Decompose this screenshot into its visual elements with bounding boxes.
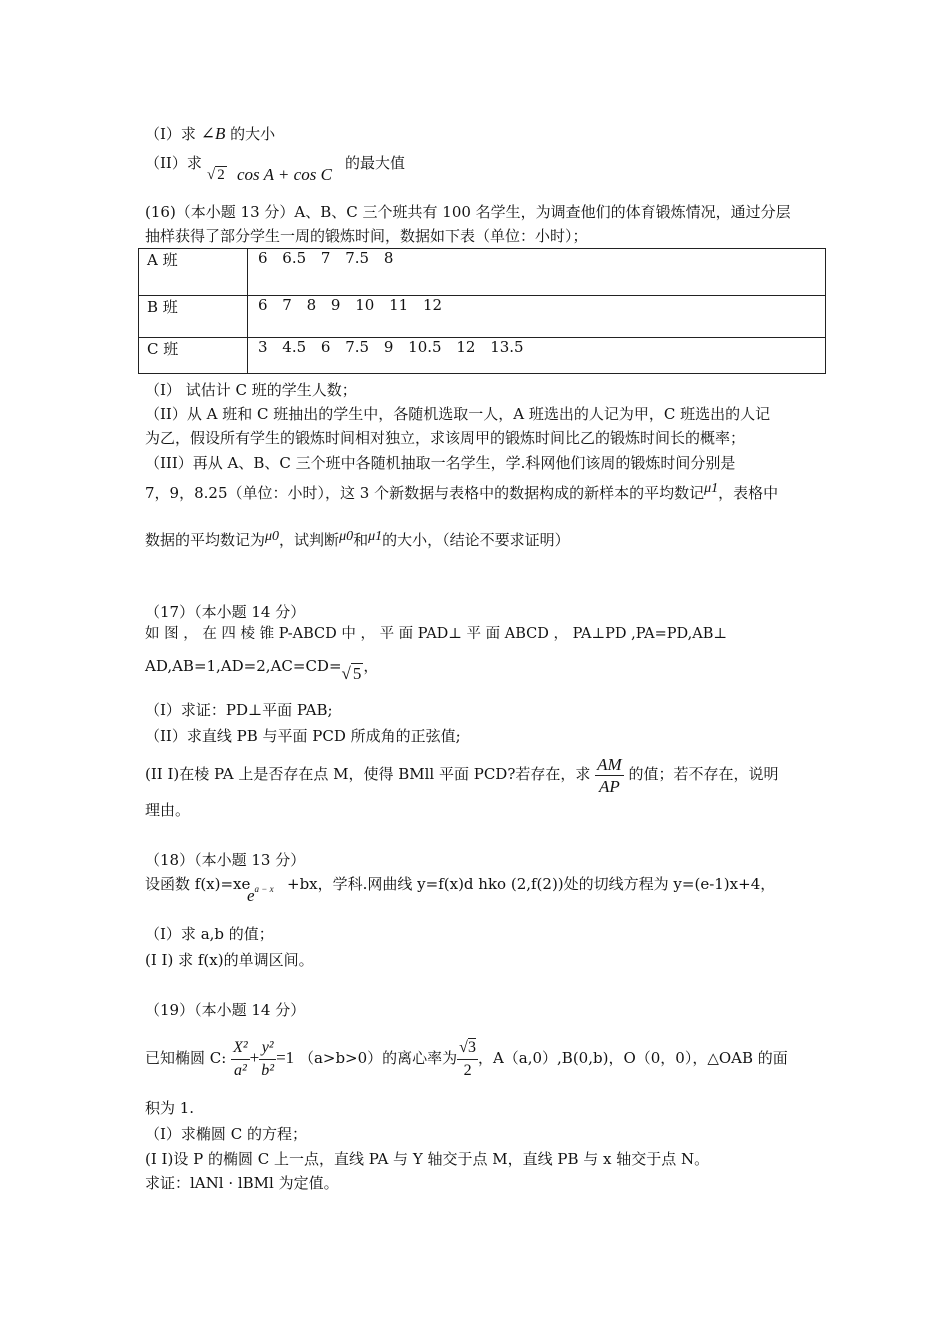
eccentricity-fraction: $\frac{√3}{2}$ <box>459 1038 476 1079</box>
q16-part3-line2: 7，9，8.25（单位：小时），这 3 个新数据与表格中的数据构成的新样本的平均数记μ1，表格中 <box>145 481 779 502</box>
mu0-symbol: μ0 <box>265 529 280 544</box>
exercise-time-table <box>138 248 826 374</box>
values-cell: 6 7 8 9 10 11 12 <box>248 296 826 338</box>
class-cell: A 班 <box>139 249 248 296</box>
mu0-symbol: μ0 <box>339 529 354 544</box>
values-cell: 6 6.5 7 7.5 8 <box>248 249 826 296</box>
q16-part2-line2: 为乙，假设所有学生的锻炼时间相对独立，求该周甲的锻炼时间比乙的锻炼时间长的概率； <box>145 429 746 447</box>
q19-part2: (I I)设 P 的椭圆 C 上一点，直线 PA 与 Y 轴交于点 M，直线 PB 与 x 轴交于点 N。 <box>145 1150 710 1168</box>
q17-part3-line2: 理由。 <box>145 801 191 819</box>
q17-part1: （I）求证：PD⊥平面 PAB; <box>145 701 333 719</box>
table-row <box>139 296 826 338</box>
q17-line2: AD,AB=1,AD=2,AC=CD=√ 5 ， <box>145 657 379 683</box>
q19-title: （19）（本小题 14 分） <box>145 1001 306 1019</box>
q17-part2: （II）求直线 PB 与平面 PCD 所成角的正弦值; <box>145 727 461 745</box>
q16-part3-line3: 数据的平均数记为μ0，试判断μ0和μ1的大小，（结论不要求证明） <box>145 529 570 549</box>
q19-part1: （I）求椭圆 C 的方程； <box>145 1125 307 1143</box>
q18-part1: （I）求 a,b 的值； <box>145 925 274 943</box>
table-row <box>139 338 826 374</box>
q16-intro-line1: (16)（本小题 13 分）A、B、C 三个班共有 100 名学生，为调查他们的体育锻炼情况，通过分层 <box>145 203 791 221</box>
class-cell: C 班 <box>139 338 248 374</box>
table-row <box>139 249 826 296</box>
q17-title: （17）（本小题 14 分） <box>145 603 306 621</box>
q17-line1: 如 图 ， 在 四 棱 锥 P-ABCD 中 ， 平 面 PAD⊥ 平 面 ABCD ， PA⊥PD ,PA=PD,AB⊥ <box>145 626 728 642</box>
q15-part2: （II）求 √ 2 cos A + cos C 的最大值 <box>145 154 406 184</box>
values-cell: 3 4.5 6 7.5 9 10.5 12 13.5 <box>248 338 826 374</box>
q19-line1: 已知椭圆 C: $\frac{\text{X²}}{\text{a²}}$ + $\frac{\text{y²}}{\text{b²}}$ =1 （a>b>0）的离心率为 $\frac{√3}{2}$ ，A（a,0）,B(0,b)，O（0，0），△OAB 的面 <box>145 1030 788 1086</box>
q18-title: （18）（本小题 13 分） <box>145 851 306 869</box>
q16-part2-line1: （II）从 A 班和 C 班抽出的学生中，各随机选取一人，A 班选出的人记为甲，C 班选出的人记 <box>145 405 771 423</box>
cos-expression: cos A + cos C <box>237 165 332 184</box>
q16-part3-line1: （III）再从 A、B、C 三个班中各随机抽取一名学生，学.科网他们该周的锻炼时间分别是 <box>145 454 736 472</box>
q18-part2: (I I) 求 f(x)的单调区间。 <box>145 951 314 969</box>
q19-part3: 求证：lANl · lBMl 为定值。 <box>145 1174 339 1192</box>
q16-intro-line2: 抽样获得了部分学生一周的锻炼时间，数据如下表（单位：小时）； <box>145 227 588 245</box>
mu1-symbol: μ1 <box>368 529 383 544</box>
class-cell: B 班 <box>139 296 248 338</box>
angle-b: ∠B <box>200 124 226 143</box>
y-over-b-fraction: $\frac{\text{y²}}{\text{b²}}$ <box>261 1038 275 1079</box>
am-over-ap-fraction: $\frac{AM}{AP}$ <box>597 754 622 796</box>
q19-line2: 积为 1. <box>145 1099 195 1117</box>
q18-line1: 设函数 f(x)=xe $e^{a - x}$ +bx，学科.网曲线 y=f(x)d hko (2,f(2))处的切线方程为 y=(e-1)x+4， <box>145 874 250 908</box>
mu1-symbol: μ1 <box>704 481 719 496</box>
exponential-term: $e^{a - x}$ <box>247 884 274 905</box>
x-over-a-fraction: $\frac{\text{X²}}{\text{a²}}$ <box>233 1038 248 1079</box>
q15-part1: （I）求 ∠B 的大小 <box>145 124 276 143</box>
sqrt-5: √ 5 <box>341 664 362 683</box>
q16-part1: （I） 试估计 C 班的学生人数； <box>145 381 357 399</box>
q17-part3: (II I)在棱 PA 上是否存在点 M，使得 BMll 平面 PCD?若存在，求 $\frac{AM}{AP}$ 的值；若不存在，说明 <box>145 754 779 796</box>
sqrt-2: √ 2 <box>207 167 225 183</box>
